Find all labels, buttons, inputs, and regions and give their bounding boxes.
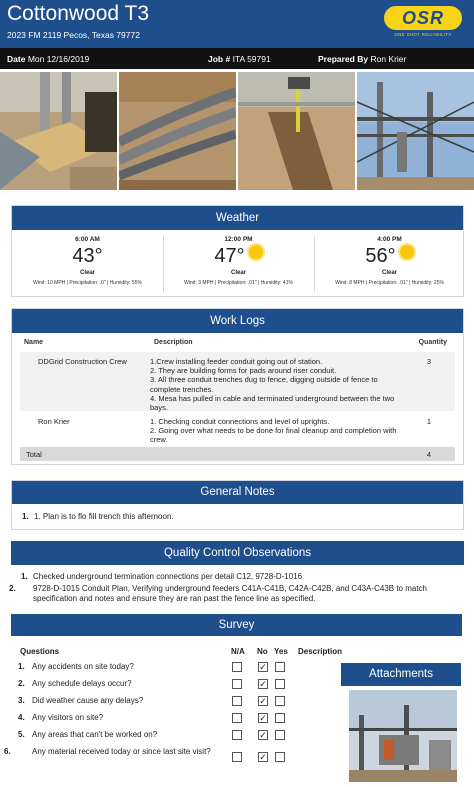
attachments-title: Attachments bbox=[341, 663, 461, 686]
survey-no-checkbox[interactable]: ✓ bbox=[259, 730, 267, 740]
site-photo-strip bbox=[0, 72, 474, 190]
survey-yes-checkbox[interactable] bbox=[275, 730, 285, 740]
job-field: Job # ITA 59791 bbox=[208, 54, 271, 64]
col-quantity-header: Quantity bbox=[418, 339, 447, 346]
weather-entry bbox=[12, 234, 163, 296]
col-description-header: Description bbox=[154, 339, 193, 346]
survey-question: 2. Any schedule delays occur? bbox=[18, 679, 132, 688]
survey-na-header: N/A bbox=[231, 647, 245, 656]
conduit-trench-photo[interactable] bbox=[119, 72, 236, 190]
work-log-row bbox=[20, 352, 455, 411]
work-log-quantity: 1 bbox=[426, 417, 431, 426]
survey-question: 5. Any areas that can't be worked on? bbox=[18, 730, 158, 739]
weather-meta: Wind: 10 MPH | Precipitation: .0" | Humidity: 55% bbox=[33, 280, 142, 286]
report-header bbox=[0, 0, 474, 48]
weather-meta: Wind: 3 MPH | Precipitation: .01" | Humidity: 41% bbox=[184, 280, 293, 286]
work-log-row bbox=[20, 412, 455, 446]
substation-structure-photo[interactable] bbox=[357, 72, 474, 190]
work-log-quantity: 3 bbox=[426, 357, 431, 366]
sun-icon bbox=[400, 245, 414, 259]
work-log-total-row bbox=[20, 447, 455, 461]
work-log-name: Ron Krier bbox=[38, 417, 70, 426]
survey-yes-checkbox[interactable] bbox=[275, 679, 285, 689]
weather-time: 4:00 PM bbox=[377, 236, 402, 243]
survey-description-header: Description bbox=[298, 647, 343, 656]
weather-condition: Clear bbox=[381, 270, 397, 276]
weather-entry bbox=[163, 234, 314, 296]
work-logs-title: Work Logs bbox=[12, 309, 463, 333]
quality-control-panel bbox=[11, 541, 464, 609]
survey-question: 3. Did weather cause any delays? bbox=[18, 696, 144, 705]
general-note-item: 1. 1. Plan is to flo fill trench this afternoon. bbox=[22, 512, 174, 521]
prepared-by-field: Prepared By Ron Krier bbox=[318, 54, 407, 64]
weather-time: 6:00 AM bbox=[75, 236, 100, 243]
work-log-description: 1. Checking conduit connections and level of uprights. 2. Going over what needs to be done for final cleanup and completion with crew. bbox=[150, 417, 397, 445]
survey-question: 6. Any material received today or since last site visit? bbox=[4, 747, 211, 756]
general-notes-panel bbox=[11, 480, 464, 530]
work-log-name: DDGrid Construction Crew bbox=[38, 357, 127, 366]
weather-condition: Clear bbox=[230, 270, 246, 276]
survey-no-checkbox[interactable]: ✓ bbox=[259, 713, 267, 723]
survey-questions-header: Questions bbox=[20, 647, 60, 656]
weather-time: 12:00 PM bbox=[224, 236, 253, 243]
weather-temp: 47° bbox=[163, 245, 314, 268]
site-title: Cottonwood T3 bbox=[7, 2, 150, 25]
logo-mark: OSR bbox=[384, 6, 462, 30]
survey-yes-checkbox[interactable] bbox=[275, 713, 285, 723]
weather-temp: 43° bbox=[72, 245, 103, 267]
survey-no-checkbox[interactable]: ✓ bbox=[259, 696, 267, 706]
weather-title: Weather bbox=[12, 206, 463, 230]
work-log-description: 1.Crew installing feeder conduit going out of station. 2. They are building forms for pads around riser conduit. 3. All three conduit trenches dug to fence, digging outside of fence to complete trenches. 4. Mesa has pulled in cable and terminated underground between the two bays. bbox=[150, 357, 395, 413]
survey-na-checkbox[interactable] bbox=[232, 713, 242, 723]
survey-no-checkbox[interactable]: ✓ bbox=[259, 662, 267, 672]
survey-no-checkbox[interactable]: ✓ bbox=[259, 752, 267, 762]
survey-na-checkbox[interactable] bbox=[232, 662, 242, 672]
survey-na-checkbox[interactable] bbox=[232, 730, 242, 740]
total-value: 4 bbox=[426, 450, 431, 459]
qc-item: 1. Checked underground termination connections per detail C12, 9728-D-1016 bbox=[21, 572, 303, 581]
survey-question: 4. Any visitors on site? bbox=[18, 713, 104, 722]
survey-yes-checkbox[interactable] bbox=[275, 662, 285, 672]
survey-question: 1. Any accidents on site today? bbox=[18, 662, 134, 671]
weather-condition: Clear bbox=[79, 270, 95, 276]
qc-item: 2. 9728-D-1015 Conduit Plan, Verifying underground feeders C41A-C41B, C42A-C42B, and C43A-C43B to match specification and notes and ensure they are ran past the fence line as specified. bbox=[9, 584, 428, 603]
survey-yes-checkbox[interactable] bbox=[275, 696, 285, 706]
survey-na-checkbox[interactable] bbox=[232, 679, 242, 689]
survey-yes-header: Yes bbox=[274, 647, 288, 656]
survey-na-checkbox[interactable] bbox=[232, 696, 242, 706]
attachment-photo[interactable] bbox=[349, 690, 457, 782]
survey-na-checkbox[interactable] bbox=[232, 752, 242, 762]
weather-meta: Wind: 8 MPH | Precipitation: .01" | Humidity: 25% bbox=[335, 280, 444, 286]
quality-control-title: Quality Control Observations bbox=[11, 541, 464, 565]
date-field: Date Mon 12/16/2019 bbox=[7, 54, 90, 64]
site-address: 2023 FM 2119 Pecos, Texas 79772 bbox=[7, 30, 140, 40]
report-info-bar bbox=[0, 48, 474, 69]
weather-temp: 56° bbox=[314, 245, 465, 268]
survey-no-header: No bbox=[257, 647, 268, 656]
total-label: Total bbox=[26, 450, 42, 459]
weather-panel bbox=[11, 205, 464, 297]
survey-yes-checkbox[interactable] bbox=[275, 752, 285, 762]
survey-no-checkbox[interactable]: ✓ bbox=[259, 679, 267, 689]
dug-trench-photo[interactable] bbox=[238, 72, 355, 190]
general-notes-title: General Notes bbox=[12, 481, 463, 504]
work-logs-panel bbox=[11, 308, 464, 465]
survey-title: Survey bbox=[11, 614, 462, 636]
logo-tagline: ONE SHOT RELIABILITY bbox=[394, 32, 452, 37]
company-logo bbox=[384, 6, 462, 38]
construction-forms-photo[interactable] bbox=[0, 72, 117, 190]
weather-entry bbox=[314, 234, 465, 296]
sun-icon bbox=[249, 245, 263, 259]
col-name-header: Name bbox=[24, 339, 44, 346]
